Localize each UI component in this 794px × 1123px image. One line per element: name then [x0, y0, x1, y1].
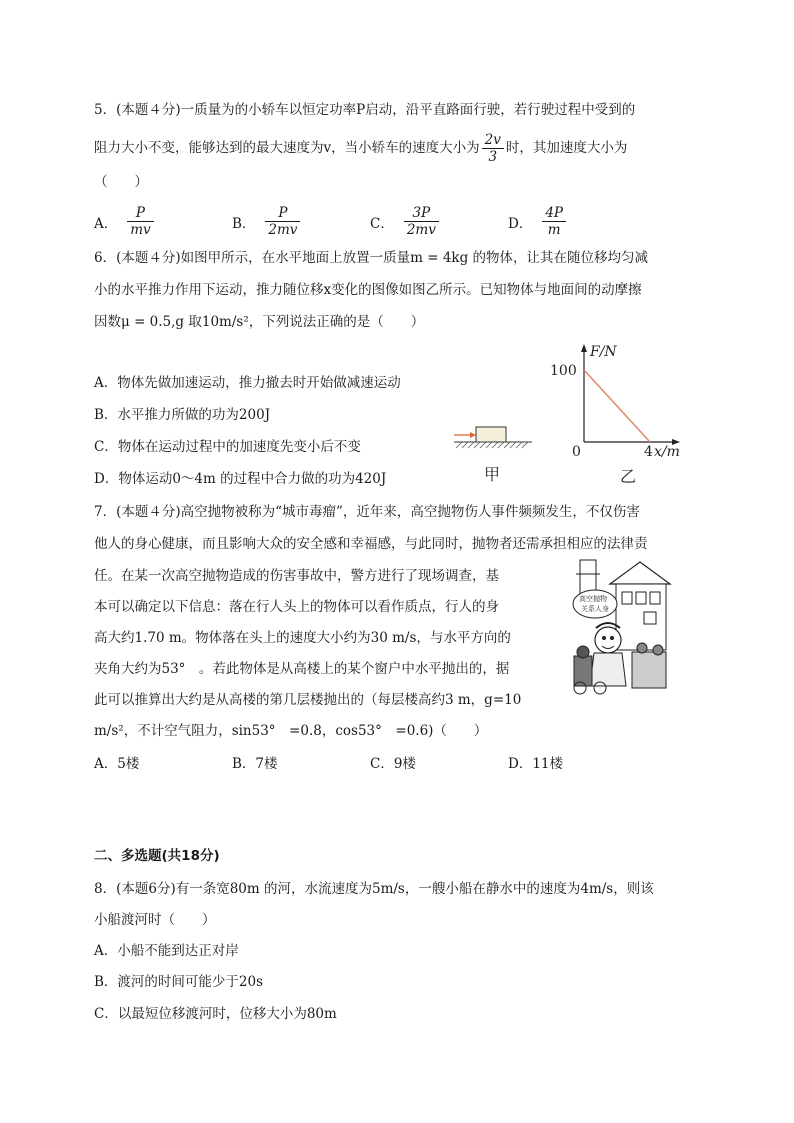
y-axis-label: F/N: [590, 344, 617, 360]
x-axis-label: x/m: [654, 444, 680, 460]
q5-option-d[interactable]: [508, 205, 568, 238]
frac-num: P: [265, 205, 300, 222]
q7-option-c[interactable]: C．9楼: [370, 756, 416, 772]
q8-option-a[interactable]: A．小船不能到达正对岸: [94, 943, 239, 959]
option-label: A．: [94, 215, 118, 232]
crowd: [632, 652, 666, 688]
figure-yi-graph: [548, 338, 698, 488]
option-label: C．: [370, 215, 394, 232]
frac-den: m: [547, 222, 561, 238]
q7-option-d[interactable]: D．11楼: [508, 756, 564, 772]
option-fraction: [542, 205, 566, 238]
q7-option-b[interactable]: B．7楼: [232, 756, 278, 772]
x-tick-4: 4: [644, 444, 653, 460]
block: [476, 427, 506, 442]
option-fraction: [265, 205, 300, 238]
svg-text:关系人身: 关系人身: [581, 605, 609, 613]
figure-jia: [448, 418, 538, 488]
origin-label: 0: [572, 444, 581, 460]
building: [616, 584, 666, 650]
q5-line2-before: 阻力大小不变，能够达到的最大速度为v，当小轿车的速度大小为: [94, 140, 480, 156]
frac-num: 4P: [542, 205, 566, 222]
q6-line1: 6．(本题４分)如图甲所示，在水平地面上放置一质量m = 4kg 的物体，让其在随位移均匀减: [94, 250, 649, 266]
q5-line2-after: 时，其加速度大小为: [505, 140, 628, 156]
frac-num: P: [127, 205, 153, 222]
q7-line3: 任。在某一次高空抛物造成的伤害事故中，警方进行了现场调查，基: [94, 568, 499, 584]
q8-line2: 小船渡河时（ ）: [94, 912, 216, 928]
y-tick-100: 100: [550, 363, 577, 379]
q6-option-d[interactable]: D．物体运动0～4m 的过程中合力做的功为420J: [94, 471, 387, 487]
force-arrowhead: [470, 432, 476, 438]
q7-line1: 7．(本题４分)高空抛物被称为“城市毒瘤”，近年来，高空抛物伤人事件频频发生，不仅伤害: [94, 504, 640, 520]
ground-hatching: [456, 442, 528, 448]
q6-option-a[interactable]: A．物体先做加速运动，推力撤去时开始做减速运动: [94, 375, 401, 391]
q6-line2: 小的水平推力作用下运动，推力随位移x变化的图像如图乙所示。已知物体与地面间的动摩擦: [94, 282, 642, 298]
frac-den: 2mv: [268, 222, 298, 238]
y-axis-arrowhead: [581, 344, 587, 352]
q5-paren: （ ）: [94, 174, 148, 190]
q7-line2: 他人的身心健康，而且影响大众的安全感和幸福感，与此同时，抛物者还需承担相应的法律责: [94, 536, 648, 552]
q6-line3: 因数μ = 0.5,g 取10m/s²，下列说法正确的是（ ）: [94, 314, 425, 330]
q5-option-c[interactable]: [370, 205, 441, 238]
section-header: 二、多选题(共18分): [94, 848, 220, 864]
q8-option-b[interactable]: B．渡河的时间可能少于20s: [94, 974, 264, 990]
option-label: B．: [232, 215, 256, 232]
q6-option-c[interactable]: C．物体在运动过程中的加速度先变小后不变: [94, 439, 361, 455]
q8-option-c[interactable]: C．以最短位移渡河时，位移大小为80m: [94, 1006, 337, 1022]
option-label: D．: [508, 215, 533, 232]
frac-den: 2mv: [406, 222, 436, 238]
q5-option-a[interactable]: [94, 205, 156, 238]
q5-speed-fraction: [482, 132, 504, 165]
q5-frac-den: 3: [488, 149, 498, 165]
cartoon-illustration: [570, 556, 672, 696]
caption-jia: 甲: [484, 465, 501, 484]
person-body: [590, 653, 626, 686]
q8-line1: 8．(本题6分)有一条宽80m 的河，水流速度为5m/s，一艘小船在静水中的速度为4m/s，则该: [94, 881, 654, 897]
force-line: [584, 370, 650, 442]
caption-yi: 乙: [620, 467, 637, 486]
frac-den: mv: [130, 222, 151, 238]
frac-num: 3P: [404, 205, 439, 222]
q7-line6: 夹角大约为53° 。若此物体是从高楼上的某个窗户中水平抛出的，据: [94, 661, 510, 677]
q5-line1: 5．(本题４分)一质量为的小轿车以恒定功率P启动，沿平直路面行驶，若行驶过程中受到的: [94, 102, 636, 118]
q7-line4: 本可以确定以下信息：落在行人头上的物体可以看作质点，行人的身: [94, 599, 499, 615]
q7-line7: 此可以推算出大约是从高楼的第几层楼抛出的（每层楼高约3 m，g=10: [94, 692, 522, 708]
speech-bubble-text: 高空抛物: [579, 595, 607, 603]
person-head: [595, 627, 621, 653]
q7-line8: m/s²，不计空气阻力，sin53° =0.8，cos53° =0.6)（ ）: [94, 723, 488, 739]
option-fraction: [127, 205, 153, 238]
q7-line5: 高大约1.70 m。物体落在头上的速度大小约为30 m/s，与水平方向的: [94, 630, 511, 646]
q5-option-b[interactable]: [232, 205, 302, 238]
q7-option-a[interactable]: A．5楼: [94, 756, 140, 772]
option-fraction: [404, 205, 439, 238]
bystander: [574, 656, 592, 686]
q5-frac-num: 2v: [482, 132, 504, 149]
q6-option-b[interactable]: B．水平推力所做的功为200J: [94, 407, 271, 423]
q5-line2: [94, 132, 627, 165]
